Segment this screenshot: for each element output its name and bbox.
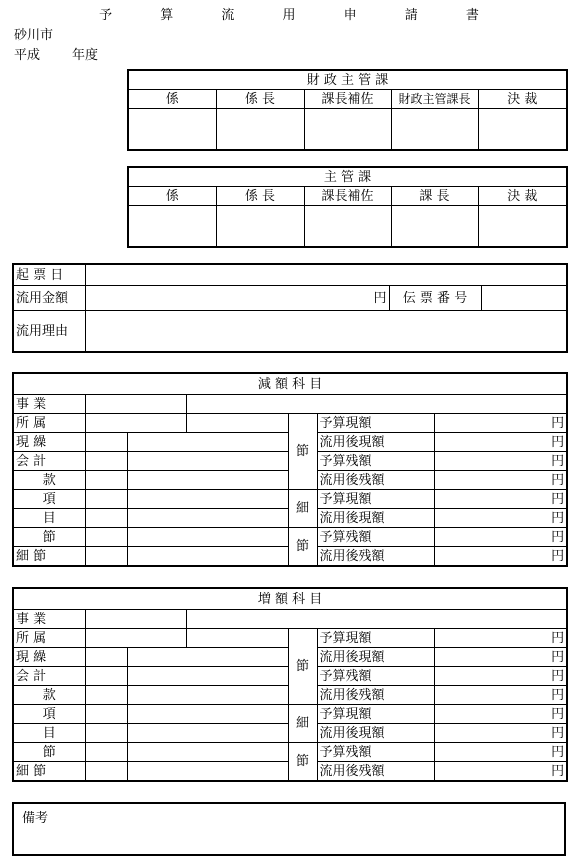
remarks-field[interactable] <box>13 803 565 855</box>
input-cell[interactable] <box>127 686 288 705</box>
stamp-cell[interactable] <box>478 109 567 151</box>
stamp-cell[interactable] <box>304 109 391 151</box>
input-cell[interactable] <box>85 724 127 743</box>
input-cell[interactable] <box>85 528 127 547</box>
row-label: 会 計 <box>13 452 85 471</box>
input-cell[interactable] <box>85 433 127 452</box>
decrease-header: 減 額 科 目 <box>13 373 567 395</box>
amount-label: 予算残額 <box>317 743 434 762</box>
stamp-cell[interactable] <box>304 206 391 248</box>
input-cell[interactable] <box>127 743 288 762</box>
amount-field[interactable]: 円 <box>434 686 567 705</box>
amount-field[interactable]: 円 <box>434 490 567 509</box>
input-cell[interactable] <box>186 414 288 433</box>
row-label: 項 <box>13 705 85 724</box>
remarks-table <box>12 802 566 856</box>
finance-approval-table <box>127 69 568 151</box>
amount-label: 流用後残額 <box>317 686 434 705</box>
city-name: 砂川市 <box>14 28 54 43</box>
amount-label: 予算現額 <box>317 629 434 648</box>
input-cell[interactable] <box>85 762 127 782</box>
input-cell[interactable] <box>85 471 127 490</box>
input-cell[interactable] <box>85 490 127 509</box>
input-cell[interactable] <box>127 490 288 509</box>
input-cell[interactable] <box>85 395 186 414</box>
input-cell[interactable] <box>186 629 288 648</box>
row-label: 節 <box>13 528 85 547</box>
approval-col: 係 長 <box>216 187 304 206</box>
amount-field[interactable]: 円 <box>434 452 567 471</box>
amount-field[interactable]: 円 <box>434 705 567 724</box>
amount-field[interactable]: 円 <box>434 648 567 667</box>
row-label: 現 繰 <box>13 433 85 452</box>
input-cell[interactable] <box>127 547 288 567</box>
decrease-items-table <box>12 372 568 567</box>
input-cell[interactable] <box>85 629 186 648</box>
amount-field[interactable]: 円 <box>434 762 567 782</box>
row-label: 所 属 <box>13 414 85 433</box>
row-label: 事 業 <box>13 610 85 629</box>
amount-label: 予算現額 <box>317 705 434 724</box>
stamp-cell[interactable] <box>216 109 304 151</box>
input-cell[interactable] <box>85 705 127 724</box>
group-label: 節 <box>288 528 317 567</box>
input-cell[interactable] <box>127 724 288 743</box>
stamp-cell[interactable] <box>391 109 478 151</box>
amount-label: 流用後現額 <box>317 648 434 667</box>
input-cell[interactable] <box>127 509 288 528</box>
amount-label: 予算残額 <box>317 528 434 547</box>
row-label: 細 節 <box>13 762 85 782</box>
row-label: 会 計 <box>13 667 85 686</box>
amount-field[interactable]: 円 <box>434 724 567 743</box>
input-cell[interactable] <box>127 648 288 667</box>
approval-col: 課長補佐 <box>304 90 391 109</box>
approval-col: 決 裁 <box>478 90 567 109</box>
input-cell[interactable] <box>127 667 288 686</box>
row-label: 目 <box>13 509 85 528</box>
amount-label: 予算現額 <box>317 414 434 433</box>
approval-col: 財政主管課長 <box>391 90 478 109</box>
transfer-amount-field[interactable] <box>85 286 389 311</box>
stamp-cell[interactable] <box>128 206 216 248</box>
fiscal-year-label: 年度 <box>72 48 99 63</box>
approval-col: 係 長 <box>216 90 304 109</box>
input-cell[interactable] <box>85 743 127 762</box>
voucher-number-field[interactable] <box>481 286 567 311</box>
stamp-cell[interactable] <box>128 109 216 151</box>
input-cell[interactable] <box>186 395 567 414</box>
amount-field[interactable]: 円 <box>434 743 567 762</box>
stamp-cell[interactable] <box>478 206 567 248</box>
approval-col: 係 <box>128 90 216 109</box>
amount-label: 予算残額 <box>317 667 434 686</box>
issue-date-label: 起 票 日 <box>13 264 85 286</box>
approval-col: 係 <box>128 187 216 206</box>
stamp-cell[interactable] <box>391 206 478 248</box>
input-cell[interactable] <box>85 648 127 667</box>
amount-field[interactable]: 円 <box>434 433 567 452</box>
input-cell[interactable] <box>127 471 288 490</box>
row-label: 目 <box>13 724 85 743</box>
row-label: 款 <box>13 686 85 705</box>
issue-date-field[interactable] <box>85 264 567 286</box>
input-cell[interactable] <box>85 414 186 433</box>
input-cell[interactable] <box>127 452 288 471</box>
input-cell[interactable] <box>127 762 288 782</box>
input-cell[interactable] <box>85 686 127 705</box>
amount-field[interactable]: 円 <box>434 667 567 686</box>
section-approval-table <box>127 166 568 248</box>
request-form-table <box>12 263 568 353</box>
input-cell[interactable] <box>186 610 567 629</box>
input-cell[interactable] <box>85 610 186 629</box>
row-label: 所 属 <box>13 629 85 648</box>
transfer-amount-label: 流用金額 <box>13 286 85 311</box>
amount-label: 流用後残額 <box>317 762 434 782</box>
amount-field[interactable]: 円 <box>434 471 567 490</box>
amount-label: 流用後現額 <box>317 509 434 528</box>
document-title: 予 算 流 用 申 請 書 <box>99 8 501 23</box>
remarks-label: 備考 <box>22 811 49 826</box>
amount-label: 流用後現額 <box>317 433 434 452</box>
approval-col: 決 裁 <box>478 187 567 206</box>
amount-label: 流用後残額 <box>317 547 434 567</box>
row-label: 項 <box>13 490 85 509</box>
increase-header: 増 額 科 目 <box>13 588 567 610</box>
input-cell[interactable] <box>85 667 127 686</box>
group-label: 節 <box>288 743 317 782</box>
amount-field[interactable]: 円 <box>434 414 567 433</box>
approval-col: 課 長 <box>391 187 478 206</box>
input-cell[interactable] <box>85 509 127 528</box>
amount-field[interactable]: 円 <box>434 528 567 547</box>
input-cell[interactable] <box>85 547 127 567</box>
group-label: 節 <box>288 414 317 490</box>
amount-field[interactable]: 円 <box>434 509 567 528</box>
amount-label: 流用後現額 <box>317 724 434 743</box>
row-label: 事 業 <box>13 395 85 414</box>
amount-label: 予算現額 <box>317 490 434 509</box>
amount-field[interactable]: 円 <box>434 547 567 567</box>
amount-label: 予算残額 <box>317 452 434 471</box>
transfer-reason-label: 流用理由 <box>13 311 85 353</box>
amount-field[interactable]: 円 <box>434 629 567 648</box>
row-label: 細 節 <box>13 547 85 567</box>
stamp-cell[interactable] <box>216 206 304 248</box>
input-cell[interactable] <box>85 452 127 471</box>
era-label: 平成 <box>14 48 41 63</box>
transfer-reason-field[interactable] <box>85 311 567 353</box>
group-label: 細 <box>288 705 317 743</box>
input-cell[interactable] <box>127 433 288 452</box>
section-approval-header: 主 管 課 <box>128 167 567 187</box>
approval-col: 課長補佐 <box>304 187 391 206</box>
input-cell[interactable] <box>127 528 288 547</box>
group-label: 細 <box>288 490 317 528</box>
amount-label: 流用後残額 <box>317 471 434 490</box>
voucher-number-label: 伝 票 番 号 <box>389 286 481 311</box>
finance-approval-header: 財 政 主 管 課 <box>128 70 567 90</box>
group-label: 節 <box>288 629 317 705</box>
row-label: 現 繰 <box>13 648 85 667</box>
row-label: 節 <box>13 743 85 762</box>
yen-unit: 円 <box>373 290 387 306</box>
row-label: 款 <box>13 471 85 490</box>
increase-items-table <box>12 587 568 782</box>
input-cell[interactable] <box>127 705 288 724</box>
